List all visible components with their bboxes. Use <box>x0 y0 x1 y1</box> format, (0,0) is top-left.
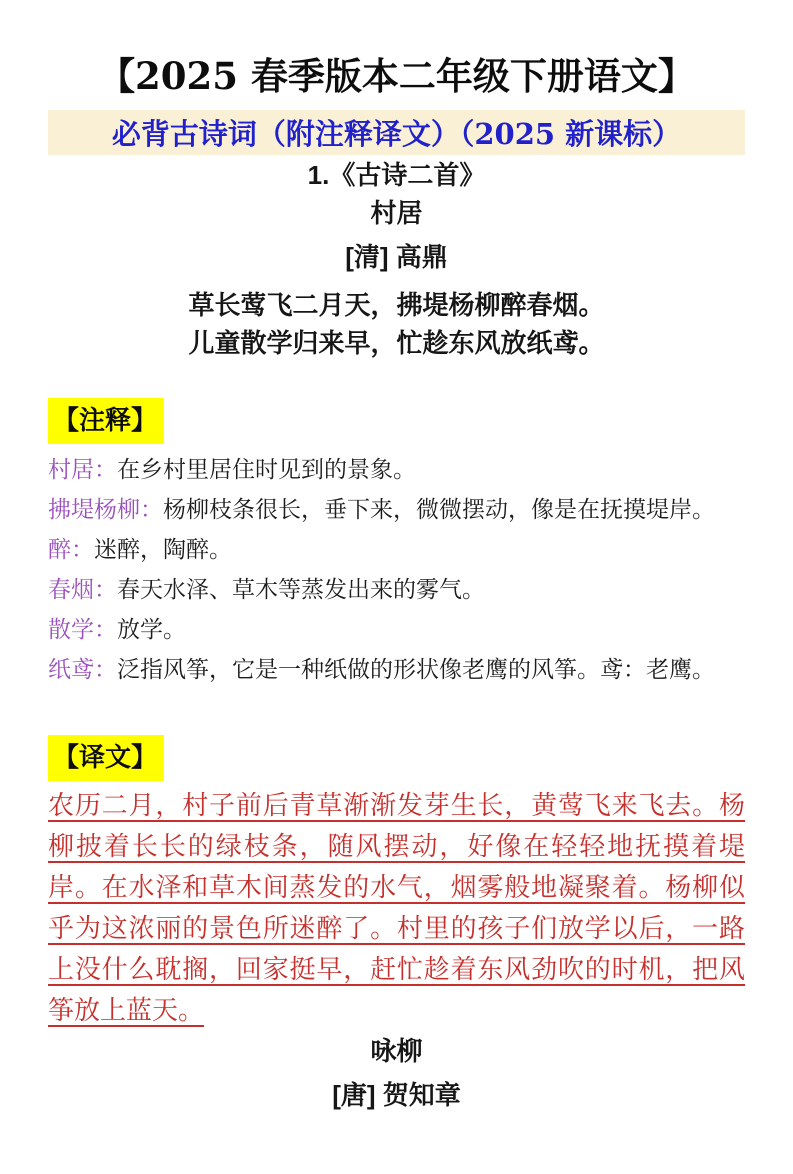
poem2-title: 咏柳 <box>370 1036 423 1066</box>
note-term: 散学： <box>48 616 117 642</box>
notes-label: 【注释】 <box>48 398 164 444</box>
note-text: 在乡村里居住时见到的景象。 <box>117 456 416 482</box>
note-text: 放学。 <box>117 616 186 642</box>
note-term: 醉： <box>48 536 94 562</box>
note-text: 春天水泽、草木等蒸发出来的雾气。 <box>117 576 485 602</box>
note-text: 杨柳枝条很长，垂下来，微微摆动，像是在抚摸堤岸。 <box>163 496 715 522</box>
translation-label: 【译文】 <box>48 735 164 781</box>
translation-text: 农历二月，村子前后青草渐渐发芽生长，黄莺飞来飞去。杨柳披着长长的绿枝条，随风摆动，好像在轻轻地抚摸着堤岸。在水泽和草木间蒸发的水气，烟雾般地凝聚着。杨柳似乎为这浓丽的景色所迷醉了。村里的孩子们放学以后，一路上没什么耽搁，回家挺早，赶忙趁着东风劲吹的时机，把风筝放上蓝天。 <box>48 790 745 1025</box>
note-row <box>48 649 745 689</box>
note-term: 拂堤杨柳： <box>48 496 163 522</box>
subtitle-text: 必背古诗词（附注释译文）（2025 新课标） <box>111 117 682 151</box>
note-term: 春烟： <box>48 576 117 602</box>
lesson-heading: 1.《古诗二首》 <box>307 160 486 190</box>
poem1-line-2: 儿童散学归来早，忙趁东风放纸鸢。 <box>188 328 605 358</box>
notes-list <box>48 449 745 689</box>
poem1-title: 村居 <box>370 198 423 228</box>
note-row <box>48 529 745 569</box>
subtitle-banner <box>48 110 745 155</box>
translation-section <box>48 735 745 781</box>
poem2-author: [唐] 贺知章 <box>332 1080 461 1110</box>
document-page <box>0 52 793 1174</box>
note-row <box>48 449 745 489</box>
note-text: 迷醉，陶醉。 <box>94 536 232 562</box>
notes-section <box>48 398 745 444</box>
note-text: 泛指风筝，它是一种纸做的形状像老鹰的风筝。鸢：老鹰。 <box>117 656 715 682</box>
page-title: 【2025 春季版本二年级下册语文】 <box>98 54 695 98</box>
note-row <box>48 489 745 529</box>
poem1-line-1: 草长莺飞二月天，拂堤杨柳醉春烟。 <box>188 290 605 320</box>
note-row <box>48 569 745 609</box>
note-row <box>48 609 745 649</box>
poem1-author: [清] 高鼎 <box>345 242 448 272</box>
note-term: 村居： <box>48 456 117 482</box>
note-term: 纸鸢： <box>48 656 117 682</box>
